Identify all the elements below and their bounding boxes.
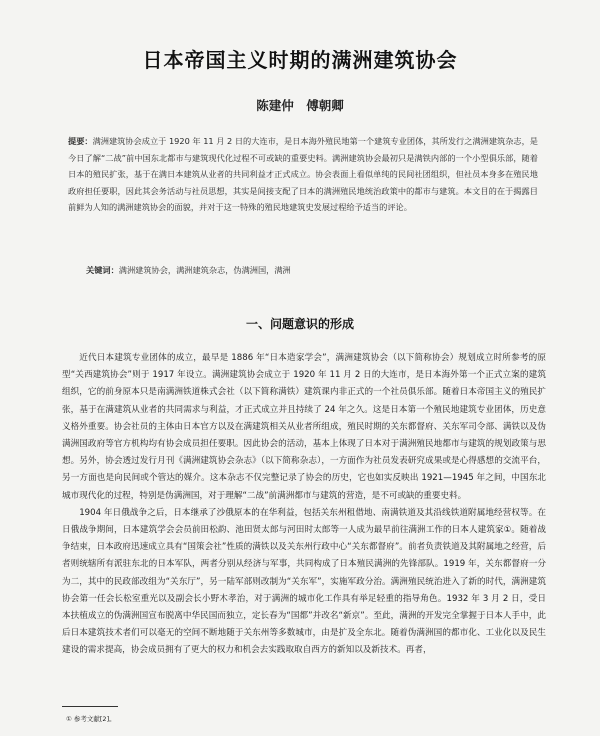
abstract-text: 满洲建筑协会成立于 1920 年 11 月 2 日的大连市，是日本海外殖民地第一个建筑专业团体，其所发行之满洲建筑杂志，是今日了解“二战”前中国东北都市与建筑现代化过程不可或缺的重要史料。满洲建筑协会最初只是满铁内部的一个小型俱乐部，随着日本的殖民扩张，基于在满日本建筑从业者的共同利益才正式成立。协会表面上看似单纯的民间社团组织，但社员本身多在殖民地政府担任要职，因此其会务活动与社员思想，其实是间接支配了日本的满洲殖民地统治政策中的都市与建筑。本文目的在于揭露目前鲜为人知的满洲建筑协会的面貌，并对于这一特殊的殖民地建筑史发展过程给予适当的评论。 (68, 136, 538, 213)
keywords (86, 264, 536, 276)
body-paragraph: 1904 年日俄战争之后，日本继承了沙俄原本的在华利益，包括关东州租借地、南满铁道及其沿线铁道附属地经营权等。在日俄战争期间，日本建筑学会会员前田松韵、池田贤太郎与河田时太郎等一人成为最早前往满洲工作的日本人建筑家①。随着战争结束，日本政府迅速成立具有“国策会社”性质的满铁以及关东州行政中心“关东都督府”。前者负责铁道及其附属地之经营，后者则统辖所有派驻东北的日本军队，两者分别从经济与军事，共同构成了日本殖民满洲的先锋部队。1919 年，关东都督府一分为二，其中的民政部改组为“关东厅”，另一陆军部则改制为“关东军”，实施军政分治。满洲殖民统治进入了新的时代，满洲建筑协会第一任会长松室重光以及副会长小野木孝治，对于满洲的城市化工作具有举足轻重的指导角色。1932 年 3 月 2 日，受日本扶植成立的伪满洲国宣布脱离中华民国而独立，定长春为“国都”并改名“新京”。至此，满洲的开发完全掌握于日本人手中，此后日本建筑技术者们可以毫无的空间不断地随于关东州等多数城市，由是扩及全东北。随着伪满洲国的都市化、工业化以及民生建设的需求提高，协会成员拥有了更大的权力和机会去实践取取自西方的新知以及新技术。再者， (62, 507, 546, 656)
body-text (62, 350, 546, 660)
paper-title: 日本帝国主义时期的满洲建筑协会 (142, 48, 458, 72)
abstract (68, 133, 538, 216)
authors: 陈建仲 傅朝卿 (256, 98, 344, 113)
section-heading: 一、问题意识的形成 (245, 317, 354, 331)
body-paragraph: 近代日本建筑专业团体的成立，最早是 1886 年“日本造家学会”，满洲建筑协会（以下简称协会）规划成立时所参考的原型“关西建筑协会”则于 1917 年设立。满洲建筑协会成立于 1920 年 11 月 2 日的大连市，是日本海外第一个正式立案的建筑组织，它的前身原本只是南满洲铁道株式会社（以下简称满铁）建筑课内非正式的一个社员俱乐部。随着日本帝国主义的殖民扩张，基于在满建筑从业者的共同需求与利益，才正式成立并且持续了 24 年之久。这是日本第一个殖民地建筑专业团体，历史意义格外重要。协会社员的主体由日本官方以及在满建筑相关从业者所组成，殖民时期的关东都督府、关东军司令部、满铁以及伪满洲国政府等官方机构均有协会成员担任要职。因此协会的活动，基本上体现了日本对于满洲殖民地都市与建筑的规划政策与思想。另外，协会透过发行月刊《满洲建筑协会杂志》（以下简称杂志），一方面作为社员发表研究成果或是心得感想的交流平台，另一方面也是向民间或个管达的媒介。这本杂志不仅完整记录了协会的历史，它也如实反映出 1921—1945 年之间，中国东北城市现代化的过程，特别是伪满洲国，对于理解“二战”前满洲都市与建筑的营造，是不可或缺的重要史料。 (62, 353, 546, 501)
footnote-divider (62, 706, 118, 707)
keywords-text: 满洲建筑协会，满洲建筑杂志，伪满洲国，满洲 (118, 265, 291, 275)
keywords-label: 关键词： (86, 265, 119, 275)
abstract-label: 提要： (68, 136, 93, 146)
footnote: ① 参考文献[2]。 (66, 715, 116, 723)
